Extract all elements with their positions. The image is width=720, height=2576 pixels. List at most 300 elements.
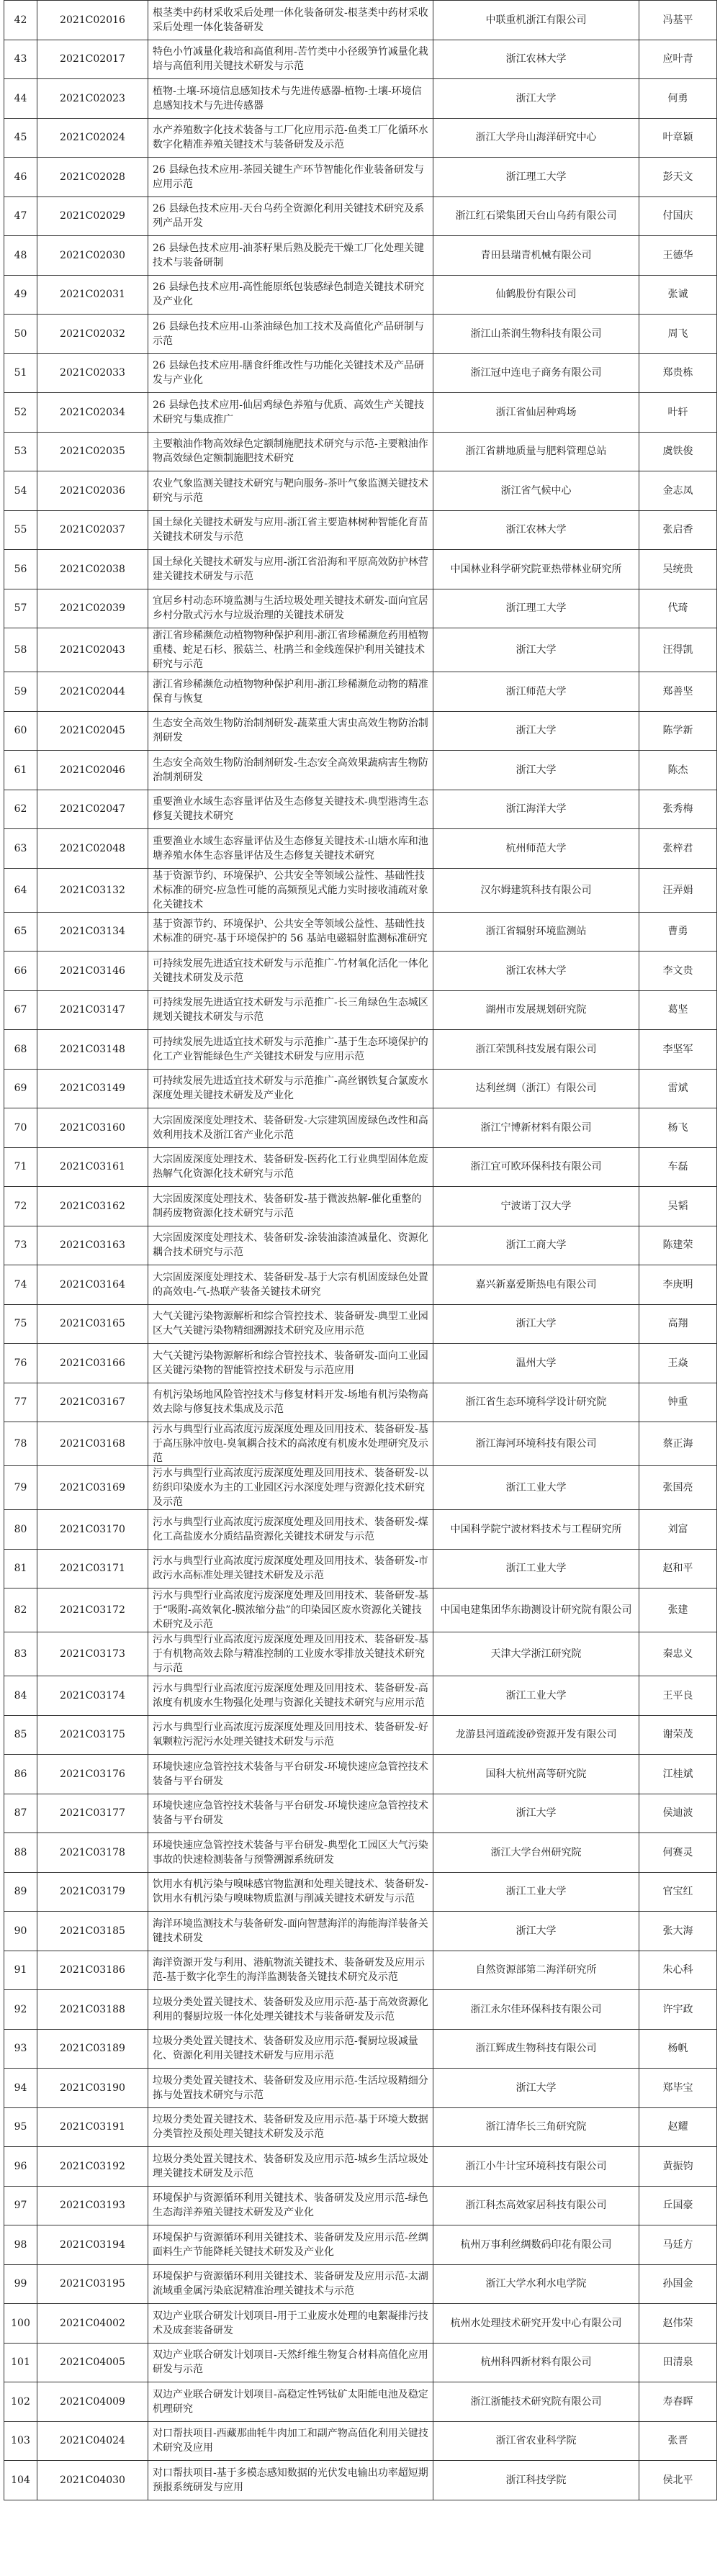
project-name-cell: 大宗固废深度处理技术、装备研发-基于大宗有机固废绿色处置的高效电-气-热联产装备关键技术研究 xyxy=(148,1265,433,1305)
project-leader-cell: 吴统贵 xyxy=(639,550,717,589)
project-name-cell: 环境保护与资源循环利用关键技术、装备研发及应用示范-丝绸面料生产节能降耗关键技术研发及产业化 xyxy=(148,2225,433,2265)
row-number-cell: 90 xyxy=(4,1912,37,1951)
undertaking-organization-cell: 浙江科技学院 xyxy=(433,2461,639,2500)
row-number-cell: 65 xyxy=(4,912,37,952)
project-name-cell: 水产养殖数字化技术装备与工厂化应用示范-鱼类工厂化循环水数字化精准养殖关键技术与装备研发及示范 xyxy=(148,118,433,158)
row-number-cell: 89 xyxy=(4,1872,37,1912)
project-name-cell: 26 县绿色技术应用-膳食纤维改性与功能化关键技术及产品研发与产业化 xyxy=(148,353,433,393)
undertaking-organization-cell: 杭州万事利丝绸数码印花有限公司 xyxy=(433,2225,639,2265)
table-row xyxy=(4,1588,717,1632)
project-table-body xyxy=(4,1,717,2500)
table-row xyxy=(4,1030,717,1070)
table-row xyxy=(4,952,717,991)
undertaking-organization-cell: 浙江荣凯科技发展有限公司 xyxy=(433,1030,639,1070)
undertaking-organization-cell: 浙江工业大学 xyxy=(433,1872,639,1912)
table-row xyxy=(4,1226,717,1265)
project-code-cell: 2021C02046 xyxy=(37,751,148,790)
project-code-cell: 2021C02034 xyxy=(37,393,148,433)
undertaking-organization-cell: 浙江工业大学 xyxy=(433,1549,639,1588)
project-code-cell: 2021C03149 xyxy=(37,1069,148,1108)
undertaking-organization-cell: 嘉兴新嘉爱斯热电有限公司 xyxy=(433,1265,639,1305)
table-row xyxy=(4,1510,717,1550)
table-row xyxy=(4,1069,717,1108)
undertaking-organization-cell: 浙江理工大学 xyxy=(433,158,639,197)
project-code-cell: 2021C03163 xyxy=(37,1226,148,1265)
table-row xyxy=(4,79,717,119)
project-code-cell: 2021C03188 xyxy=(37,1990,148,2030)
project-leader-cell: 吴韬 xyxy=(639,1187,717,1226)
project-code-cell: 2021C03175 xyxy=(37,1715,148,1755)
undertaking-organization-cell: 自然资源部第二海洋研究所 xyxy=(433,1951,639,1990)
row-number-cell: 104 xyxy=(4,2461,37,2500)
project-leader-cell: 杨飞 xyxy=(639,1108,717,1148)
project-leader-cell: 张建 xyxy=(639,1588,717,1632)
project-name-cell: 大宗固废深度处理技术、装备研发-基于微波热解-催化重整的制药废物资源化技术研究与示范 xyxy=(148,1187,433,1226)
project-leader-cell: 赵耀 xyxy=(639,2107,717,2147)
project-leader-cell: 何赛灵 xyxy=(639,1833,717,1873)
project-leader-cell: 秦忠义 xyxy=(639,1632,717,1676)
table-row xyxy=(4,2421,717,2461)
project-code-cell: 2021C04009 xyxy=(37,2382,148,2422)
project-name-cell: 垃圾分类处置关键技术、装备研发及应用示范-城乡生活垃圾处理关键技术研发及示范 xyxy=(148,2147,433,2187)
project-name-cell: 垃圾分类处置关键技术、装备研发及应用示范-基于环境大数据分类管控及预处理关键技术研发及示范 xyxy=(148,2107,433,2147)
project-leader-cell: 汪弄娟 xyxy=(639,868,717,912)
project-leader-cell: 张晋 xyxy=(639,2421,717,2461)
project-leader-cell: 江桂斌 xyxy=(639,1755,717,1794)
row-number-cell: 51 xyxy=(4,353,37,393)
undertaking-organization-cell: 浙江理工大学 xyxy=(433,589,639,628)
table-row xyxy=(4,1422,717,1466)
project-leader-cell: 陈学新 xyxy=(639,711,717,751)
project-leader-cell: 丘国豪 xyxy=(639,2186,717,2225)
project-name-cell: 污水与典型行业高浓度污废深度处理及回用技术、装备研发-基于有机物高效去除与精准控制的工业废水零排放关键技术研究与示范 xyxy=(148,1632,433,1676)
table-row xyxy=(4,1951,717,1990)
project-code-cell: 2021C03178 xyxy=(37,1833,148,1873)
table-row xyxy=(4,589,717,628)
project-name-cell: 26 县绿色技术应用-天台乌药全资源化利用关键技术研究及系列产品开发 xyxy=(148,196,433,236)
row-number-cell: 91 xyxy=(4,1951,37,1990)
project-name-cell: 双边产业联合研发计划项目-用于工业废水处理的电絮凝排污技术及成套装备研发 xyxy=(148,2304,433,2344)
undertaking-organization-cell: 中联重机浙江有限公司 xyxy=(433,1,639,40)
row-number-cell: 73 xyxy=(4,1226,37,1265)
undertaking-organization-cell: 浙江宜可欧环保科技有限公司 xyxy=(433,1147,639,1187)
table-row xyxy=(4,2029,717,2069)
undertaking-organization-cell: 浙江师范大学 xyxy=(433,672,639,712)
table-row xyxy=(4,1715,717,1755)
row-number-cell: 82 xyxy=(4,1588,37,1632)
project-code-cell: 2021C03193 xyxy=(37,2186,148,2225)
table-row xyxy=(4,2343,717,2382)
row-number-cell: 43 xyxy=(4,40,37,79)
project-leader-cell: 郑善坚 xyxy=(639,672,717,712)
project-leader-cell: 张国亮 xyxy=(639,1466,717,1510)
row-number-cell: 83 xyxy=(4,1632,37,1676)
project-name-cell: 26 县绿色技术应用-高性能原纸包装感绿色制造关键技术研究及产业化 xyxy=(148,275,433,315)
project-leader-cell: 田清泉 xyxy=(639,2343,717,2382)
undertaking-organization-cell: 浙江冠中连电子商务有限公司 xyxy=(433,353,639,393)
project-leader-cell: 王德华 xyxy=(639,236,717,276)
row-number-cell: 72 xyxy=(4,1187,37,1226)
project-leader-cell: 马廷方 xyxy=(639,2225,717,2265)
project-code-cell: 2021C03134 xyxy=(37,912,148,952)
project-code-cell: 2021C02047 xyxy=(37,790,148,829)
project-code-cell: 2021C02044 xyxy=(37,672,148,712)
table-row xyxy=(4,158,717,197)
project-leader-cell: 王焱 xyxy=(639,1344,717,1383)
project-name-cell: 生态安全高效生物防治制剂研发-蔬菜重大害虫高效生物防治制剂研发 xyxy=(148,711,433,751)
row-number-cell: 100 xyxy=(4,2304,37,2344)
undertaking-organization-cell: 浙江农林大学 xyxy=(433,40,639,79)
table-row xyxy=(4,1794,717,1833)
row-number-cell: 69 xyxy=(4,1069,37,1108)
project-code-cell: 2021C03161 xyxy=(37,1147,148,1187)
table-row xyxy=(4,353,717,393)
project-name-cell: 污水与典型行业高浓度污废深度处理及回用技术、装备研发-基于“吸附-高效氧化-膜浓缩分盐”的印染园区废水资源化关键技术研究及示范 xyxy=(148,1588,433,1632)
undertaking-organization-cell: 浙江大学台州研究院 xyxy=(433,1833,639,1873)
project-name-cell: 大气关键污染物源解析和综合管控技术、装备研发-面向工业园区关键污染物的智能管控技术研发与示范应用 xyxy=(148,1344,433,1383)
row-number-cell: 93 xyxy=(4,2029,37,2069)
project-code-cell: 2021C02031 xyxy=(37,275,148,315)
project-leader-cell: 何勇 xyxy=(639,79,717,119)
undertaking-organization-cell: 浙江省生态环境科学设计研究院 xyxy=(433,1383,639,1422)
table-row xyxy=(4,1872,717,1912)
project-code-cell: 2021C03194 xyxy=(37,2225,148,2265)
project-name-cell: 基于资源节约、环境保护、公共安全等领域公益性、基础性技术标准的研究-基于环境保护的 56 基站电磁辐射监测标准研究 xyxy=(148,912,433,952)
project-code-cell: 2021C02039 xyxy=(37,589,148,628)
row-number-cell: 76 xyxy=(4,1344,37,1383)
row-number-cell: 50 xyxy=(4,315,37,354)
project-code-cell: 2021C02028 xyxy=(37,158,148,197)
project-name-cell: 污水与典型行业高浓度污废深度处理及回用技术、装备研发-煤化工高盐废水分质结晶资源化关键技术研发与示范 xyxy=(148,1510,433,1550)
table-row xyxy=(4,2069,717,2108)
project-name-cell: 26 县绿色技术应用-山茶油绿色加工技术及高值化产品研制与示范 xyxy=(148,315,433,354)
row-number-cell: 61 xyxy=(4,751,37,790)
project-code-cell: 2021C04002 xyxy=(37,2304,148,2344)
row-number-cell: 75 xyxy=(4,1304,37,1344)
row-number-cell: 99 xyxy=(4,2264,37,2304)
table-row xyxy=(4,990,717,1030)
project-code-cell: 2021C02033 xyxy=(37,353,148,393)
table-row xyxy=(4,1,717,40)
row-number-cell: 57 xyxy=(4,589,37,628)
project-leader-cell: 车磊 xyxy=(639,1147,717,1187)
project-name-cell: 可持续发展先进适宜技术研发与示范推广-长三角绿色生态城区规划关键技术研发与示范 xyxy=(148,990,433,1030)
undertaking-organization-cell: 浙江宁博新材料有限公司 xyxy=(433,1108,639,1148)
row-number-cell: 59 xyxy=(4,672,37,712)
undertaking-organization-cell: 浙江海河环境科技有限公司 xyxy=(433,1422,639,1466)
table-row xyxy=(4,1755,717,1794)
project-name-cell: 重要渔业水域生态容量评估及生态修复关键技术-典型港湾生态修复关键技术研究 xyxy=(148,790,433,829)
undertaking-organization-cell: 浙江农林大学 xyxy=(433,510,639,550)
project-name-cell: 饮用水有机污染与嗅味感官物监测和处理关键技术、装备研发-饮用水有机污染与嗅味物质监测与削减关键技术研发与示范 xyxy=(148,1872,433,1912)
table-row xyxy=(4,1676,717,1716)
project-name-cell: 植物-土壤-环境信息感知技术与先进传感器-植物-土壤-环境信息感知技术与先进传感器 xyxy=(148,79,433,119)
row-number-cell: 55 xyxy=(4,510,37,550)
project-code-cell: 2021C03192 xyxy=(37,2147,148,2187)
row-number-cell: 79 xyxy=(4,1466,37,1510)
undertaking-organization-cell: 杭州师范大学 xyxy=(433,829,639,869)
project-code-cell: 2021C03177 xyxy=(37,1794,148,1833)
project-leader-cell: 孙国金 xyxy=(639,2264,717,2304)
table-row xyxy=(4,1147,717,1187)
row-number-cell: 53 xyxy=(4,432,37,471)
undertaking-organization-cell: 天津大学浙江研究院 xyxy=(433,1632,639,1676)
undertaking-organization-cell: 中国林业科学研究院亚热带林业研究所 xyxy=(433,550,639,589)
project-name-cell: 根茎类中药材采收采后处理一体化装备研发-根茎类中药材采收采后处理一体化装备研发 xyxy=(148,1,433,40)
project-code-cell: 2021C02029 xyxy=(37,196,148,236)
project-name-cell: 基于资源节约、环境保护、公共安全等领域公益性、基础性技术标准的研究-应急性可能的高频预见式能力实时接收浦疏对象化关键技术 xyxy=(148,868,433,912)
project-code-cell: 2021C03189 xyxy=(37,2029,148,2069)
project-name-cell: 环境保护与资源循环利用关键技术、装备研发及应用示范-绿色生态海洋养殖关键技术研发及产业化 xyxy=(148,2186,433,2225)
table-row xyxy=(4,510,717,550)
project-code-cell: 2021C02036 xyxy=(37,471,148,511)
project-leader-cell: 陈建荣 xyxy=(639,1226,717,1265)
project-name-cell: 污水与典型行业高浓度污废深度处理及回用技术、装备研发-市政污水高标准处理关键技术研发及示范 xyxy=(148,1549,433,1588)
project-name-cell: 大宗固废深度处理技术、装备研发-医药化工行业典型固体危废热解气化资源化技术研究与示范 xyxy=(148,1147,433,1187)
undertaking-organization-cell: 仙鹤股份有限公司 xyxy=(433,275,639,315)
project-leader-cell: 许宇政 xyxy=(639,1990,717,2030)
undertaking-organization-cell: 浙江大学 xyxy=(433,711,639,751)
project-code-cell: 2021C02038 xyxy=(37,550,148,589)
undertaking-organization-cell: 浙江省农业科学院 xyxy=(433,2421,639,2461)
project-code-cell: 2021C03179 xyxy=(37,1872,148,1912)
undertaking-organization-cell: 浙江大学 xyxy=(433,2069,639,2108)
table-row xyxy=(4,2225,717,2265)
project-code-cell: 2021C03195 xyxy=(37,2264,148,2304)
project-leader-cell: 刘富 xyxy=(639,1510,717,1550)
project-name-cell: 环境快速应急管控技术装备与平台研发-典型化工园区大气污染事故的快速检测装备与预警溯源系统研发 xyxy=(148,1833,433,1873)
project-name-cell: 垃圾分类处置关键技术、装备研发及应用示范-生活垃圾精细分拣与处置技术研究与示范 xyxy=(148,2069,433,2108)
row-number-cell: 71 xyxy=(4,1147,37,1187)
project-code-cell: 2021C04005 xyxy=(37,2343,148,2382)
project-code-cell: 2021C02035 xyxy=(37,432,148,471)
project-name-cell: 环境保护与资源循环利用关键技术、装备研发及应用示范-太湖流域重金属污染底泥精准治理关键技术与示范 xyxy=(148,2264,433,2304)
row-number-cell: 45 xyxy=(4,118,37,158)
project-leader-cell: 李庚明 xyxy=(639,1265,717,1305)
undertaking-organization-cell: 浙江农林大学 xyxy=(433,952,639,991)
project-leader-cell: 冯基平 xyxy=(639,1,717,40)
project-name-cell: 农业气象监测关键技术研究与靶向服务-茶叶气象监测关键技术研究与示范 xyxy=(148,471,433,511)
undertaking-organization-cell: 浙江大学 xyxy=(433,1794,639,1833)
project-name-cell: 海洋资源开发与利用、港航物流关键技术、装备研发及应用示范-基于数字化孪生的海洋监测装备关键技术研究及示范 xyxy=(148,1951,433,1990)
project-name-cell: 特色小竹减量化栽培和高值利用-苦竹类中小径级笋竹减量化栽培与高值利用关键技术研发与示范 xyxy=(148,40,433,79)
undertaking-organization-cell: 龙游县河道疏浚砂资源开发有限公司 xyxy=(433,1715,639,1755)
project-code-cell: 2021C03166 xyxy=(37,1344,148,1383)
table-row xyxy=(4,912,717,952)
row-number-cell: 66 xyxy=(4,952,37,991)
project-name-cell: 26 县绿色技术应用-茶园关键生产环节智能化作业装备研发与应用示范 xyxy=(148,158,433,197)
project-leader-cell: 张秀梅 xyxy=(639,790,717,829)
row-number-cell: 74 xyxy=(4,1265,37,1305)
undertaking-organization-cell: 浙江大学 xyxy=(433,628,639,672)
row-number-cell: 86 xyxy=(4,1755,37,1794)
row-number-cell: 62 xyxy=(4,790,37,829)
project-name-cell: 垃圾分类处置关键技术、装备研发及应用示范-餐厨垃圾减量化、资源化利用关键技术研发与应用示范 xyxy=(148,2029,433,2069)
project-code-cell: 2021C03132 xyxy=(37,868,148,912)
project-code-cell: 2021C04030 xyxy=(37,2461,148,2500)
table-row xyxy=(4,315,717,354)
row-number-cell: 44 xyxy=(4,79,37,119)
table-row xyxy=(4,751,717,790)
table-row xyxy=(4,196,717,236)
table-row xyxy=(4,2147,717,2187)
undertaking-organization-cell: 杭州水处理技术研究开发中心有限公司 xyxy=(433,2304,639,2344)
project-code-cell: 2021C02048 xyxy=(37,829,148,869)
project-code-cell: 2021C02032 xyxy=(37,315,148,354)
row-number-cell: 95 xyxy=(4,2107,37,2147)
undertaking-organization-cell: 浙江红石梁集团天台山乌药有限公司 xyxy=(433,196,639,236)
row-number-cell: 54 xyxy=(4,471,37,511)
project-leader-cell: 代琦 xyxy=(639,589,717,628)
project-name-cell: 污水与典型行业高浓度污废深度处理及回用技术、装备研发-基于高压脉冲放电-臭氧耦合技术的高浓度有机废水处理研究及示范 xyxy=(148,1422,433,1466)
project-leader-cell: 叶章颖 xyxy=(639,118,717,158)
table-row xyxy=(4,471,717,511)
table-row xyxy=(4,1466,717,1510)
row-number-cell: 97 xyxy=(4,2186,37,2225)
project-leader-cell: 官宝红 xyxy=(639,1872,717,1912)
undertaking-organization-cell: 浙江科杰高效家居科技有限公司 xyxy=(433,2186,639,2225)
project-name-cell: 环境快速应急管控技术装备与平台研发-环境快速应急管控技术装备与平台研发 xyxy=(148,1755,433,1794)
undertaking-organization-cell: 杭州科四新材料有限公司 xyxy=(433,2343,639,2382)
row-number-cell: 49 xyxy=(4,275,37,315)
project-name-cell: 双边产业联合研发计划项目-高稳定性钙钛矿太阳能电池及稳定机理研究 xyxy=(148,2382,433,2422)
project-leader-cell: 赵伟荣 xyxy=(639,2304,717,2344)
project-leader-cell: 钟重 xyxy=(639,1383,717,1422)
project-name-cell: 可持续发展先进适宜技术研发与示范推广-竹材氧化活化一体化关键技术研发及示范 xyxy=(148,952,433,991)
row-number-cell: 42 xyxy=(4,1,37,40)
project-leader-cell: 朱心科 xyxy=(639,1951,717,1990)
project-leader-cell: 叶轩 xyxy=(639,393,717,433)
project-code-cell: 2021C03168 xyxy=(37,1422,148,1466)
project-code-cell: 2021C03148 xyxy=(37,1030,148,1070)
project-table xyxy=(4,0,717,2500)
undertaking-organization-cell: 国科大杭州高等研究院 xyxy=(433,1755,639,1794)
project-leader-cell: 谢荣茂 xyxy=(639,1715,717,1755)
table-row xyxy=(4,118,717,158)
project-name-cell: 污水与典型行业高浓度污废深度处理及回用技术、装备研发-高浓度有机废水生物强化处理与资源化关键技术研究与应用示范 xyxy=(148,1676,433,1716)
row-number-cell: 47 xyxy=(4,196,37,236)
project-leader-cell: 彭天文 xyxy=(639,158,717,197)
project-leader-cell: 侯迪波 xyxy=(639,1794,717,1833)
row-number-cell: 102 xyxy=(4,2382,37,2422)
undertaking-organization-cell: 中国科学院宁波材料技术与工程研究所 xyxy=(433,1510,639,1550)
project-name-cell: 26 县绿色技术应用-油茶籽果后熟及脱壳干燥工厂化处理关键技术与装备研制 xyxy=(148,236,433,276)
project-leader-cell: 付国庆 xyxy=(639,196,717,236)
project-leader-cell: 周飞 xyxy=(639,315,717,354)
undertaking-organization-cell: 浙江省辐射环境监测站 xyxy=(433,912,639,952)
row-number-cell: 56 xyxy=(4,550,37,589)
project-code-cell: 2021C03164 xyxy=(37,1265,148,1305)
table-row xyxy=(4,2461,717,2500)
row-number-cell: 67 xyxy=(4,990,37,1030)
table-row xyxy=(4,829,717,869)
project-name-cell: 污水与典型行业高浓度污废深度处理及回用技术、装备研发-以纺织印染废水为主的工业园区污水深度处理与资源化技术研究及示范 xyxy=(148,1466,433,1510)
undertaking-organization-cell: 湖州市发展规划研究院 xyxy=(433,990,639,1030)
table-row xyxy=(4,1632,717,1676)
project-code-cell: 2021C03165 xyxy=(37,1304,148,1344)
table-row xyxy=(4,1383,717,1422)
table-row xyxy=(4,432,717,471)
undertaking-organization-cell: 浙江山茶润生物科技有限公司 xyxy=(433,315,639,354)
table-row xyxy=(4,672,717,712)
table-row xyxy=(4,628,717,672)
project-leader-cell: 寿春晖 xyxy=(639,2382,717,2422)
row-number-cell: 92 xyxy=(4,1990,37,2030)
project-leader-cell: 雷斌 xyxy=(639,1069,717,1108)
project-name-cell: 宜居乡村动态环境监测与生活垃圾处理关键技术研发-面向宜居乡村分散式污水与垃圾治理的关键技术研发 xyxy=(148,589,433,628)
table-row xyxy=(4,1265,717,1305)
undertaking-organization-cell: 浙江大学水利水电学院 xyxy=(433,2264,639,2304)
project-name-cell: 大宗固废深度处理技术、装备研发-涂装油漆渣减量化、资源化耦合技术研究与示范 xyxy=(148,1226,433,1265)
undertaking-organization-cell: 浙江大学 xyxy=(433,79,639,119)
project-leader-cell: 李坚军 xyxy=(639,1030,717,1070)
project-code-cell: 2021C02016 xyxy=(37,1,148,40)
project-code-cell: 2021C02023 xyxy=(37,79,148,119)
row-number-cell: 84 xyxy=(4,1676,37,1716)
project-leader-cell: 郑贵栋 xyxy=(639,353,717,393)
row-number-cell: 58 xyxy=(4,628,37,672)
project-leader-cell: 虞铁俊 xyxy=(639,432,717,471)
project-leader-cell: 金志凤 xyxy=(639,471,717,511)
project-code-cell: 2021C03190 xyxy=(37,2069,148,2108)
table-row xyxy=(4,550,717,589)
table-row xyxy=(4,1344,717,1383)
project-leader-cell: 张诚 xyxy=(639,275,717,315)
project-name-cell: 大气关键污染物源解析和综合管控技术、装备研发-典型工业园区大气关键污染物精细溯源技术研究及应用示范 xyxy=(148,1304,433,1344)
project-code-cell: 2021C03172 xyxy=(37,1588,148,1632)
undertaking-organization-cell: 浙江大学 xyxy=(433,751,639,790)
project-name-cell: 国土绿化关键技术研发与应用-浙江省沿海和平原高效防护林营建关键技术研发与示范 xyxy=(148,550,433,589)
undertaking-organization-cell: 宁波诺丁汉大学 xyxy=(433,1187,639,1226)
project-code-cell: 2021C03176 xyxy=(37,1755,148,1794)
table-row xyxy=(4,1912,717,1951)
undertaking-organization-cell: 浙江省气候中心 xyxy=(433,471,639,511)
row-number-cell: 87 xyxy=(4,1794,37,1833)
project-leader-cell: 张大海 xyxy=(639,1912,717,1951)
undertaking-organization-cell: 汉尔姆建筑科技有限公司 xyxy=(433,868,639,912)
table-row xyxy=(4,1833,717,1873)
project-code-cell: 2021C03167 xyxy=(37,1383,148,1422)
project-leader-cell: 李文贵 xyxy=(639,952,717,991)
project-code-cell: 2021C03160 xyxy=(37,1108,148,1148)
row-number-cell: 101 xyxy=(4,2343,37,2382)
project-leader-cell: 葛坚 xyxy=(639,990,717,1030)
row-number-cell: 48 xyxy=(4,236,37,276)
table-row xyxy=(4,1187,717,1226)
undertaking-organization-cell: 浙江大学 xyxy=(433,1304,639,1344)
project-code-cell: 2021C03170 xyxy=(37,1510,148,1550)
row-number-cell: 103 xyxy=(4,2421,37,2461)
project-name-cell: 浙江省珍稀濒危动植物物种保护利用-浙江珍稀濒危动物的精准保育与恢复 xyxy=(148,672,433,712)
project-name-cell: 双边产业联合研发计划项目-天然纤维生物复合材料高值化应用研发与示范 xyxy=(148,2343,433,2382)
row-number-cell: 46 xyxy=(4,158,37,197)
undertaking-organization-cell: 浙江浙能技术研究院有限公司 xyxy=(433,2382,639,2422)
table-row xyxy=(4,2382,717,2422)
undertaking-organization-cell: 浙江省仙居种鸡场 xyxy=(433,393,639,433)
project-code-cell: 2021C03162 xyxy=(37,1187,148,1226)
project-code-cell: 2021C02024 xyxy=(37,118,148,158)
project-code-cell: 2021C03185 xyxy=(37,1912,148,1951)
project-leader-cell: 汪得凯 xyxy=(639,628,717,672)
project-code-cell: 2021C03174 xyxy=(37,1676,148,1716)
project-leader-cell: 陈杰 xyxy=(639,751,717,790)
undertaking-organization-cell: 浙江省耕地质量与肥料管理总站 xyxy=(433,432,639,471)
project-leader-cell: 张梓君 xyxy=(639,829,717,869)
project-name-cell: 生态安全高效生物防治制剂研发-生态安全高效果蔬病害生物防治制剂研发 xyxy=(148,751,433,790)
table-row xyxy=(4,236,717,276)
project-code-cell: 2021C02030 xyxy=(37,236,148,276)
undertaking-organization-cell: 达利丝绸（浙江）有限公司 xyxy=(433,1069,639,1108)
